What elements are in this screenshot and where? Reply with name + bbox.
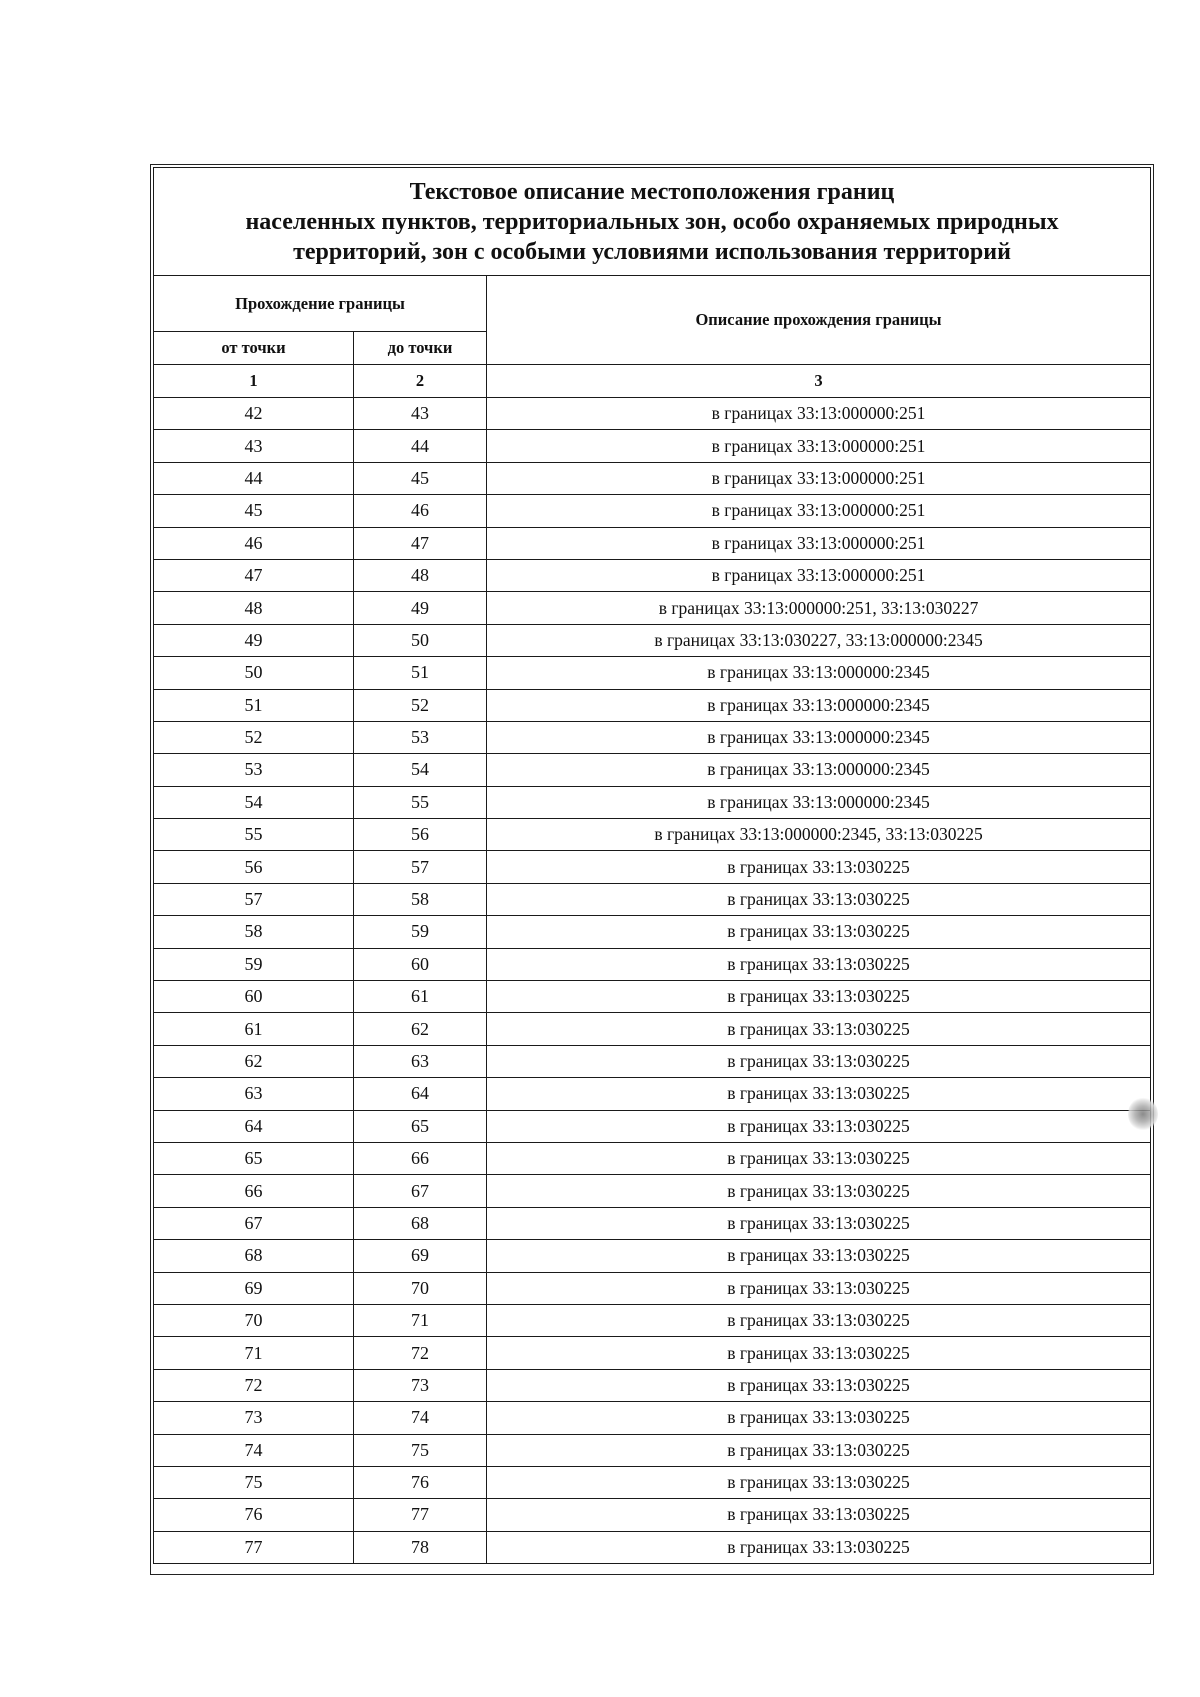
from-point-cell: 45	[154, 495, 354, 527]
from-point-cell: 72	[154, 1369, 354, 1401]
column-number-3: 3	[487, 365, 1151, 398]
from-point-cell: 56	[154, 851, 354, 883]
document-title	[154, 168, 1151, 276]
description-cell: в границах 33:13:030225	[487, 1369, 1151, 1401]
description-cell: в границах 33:13:000000:2345	[487, 754, 1151, 786]
from-point-cell: 54	[154, 786, 354, 818]
table-row	[154, 1304, 1151, 1336]
from-point-cell: 44	[154, 462, 354, 494]
description-cell: в границах 33:13:030225	[487, 1175, 1151, 1207]
description-cell: в границах 33:13:000000:251	[487, 495, 1151, 527]
description-cell: в границах 33:13:000000:251	[487, 398, 1151, 430]
to-point-cell: 52	[354, 689, 487, 721]
description-cell: в границах 33:13:030225	[487, 1337, 1151, 1369]
from-point-cell: 51	[154, 689, 354, 721]
table-row	[154, 819, 1151, 851]
header-row-main	[154, 276, 1151, 332]
table-row	[154, 1337, 1151, 1369]
to-point-cell: 54	[354, 754, 487, 786]
table-row	[154, 398, 1151, 430]
title-row	[154, 168, 1151, 276]
table-bottom-margin-cell	[154, 1564, 1151, 1572]
table-row	[154, 883, 1151, 915]
to-point-cell: 70	[354, 1272, 487, 1304]
from-point-cell: 73	[154, 1402, 354, 1434]
table-row	[154, 1207, 1151, 1239]
table-row	[154, 754, 1151, 786]
table-row	[154, 1272, 1151, 1304]
title-line-1: Текстовое описание местоположения границ	[409, 178, 895, 205]
table-row	[154, 689, 1151, 721]
to-point-cell: 57	[354, 851, 487, 883]
description-cell: в границах 33:13:030225	[487, 1142, 1151, 1174]
description-cell: в границах 33:13:030225	[487, 1531, 1151, 1563]
description-cell: в границах 33:13:030225	[487, 1207, 1151, 1239]
table-row	[154, 851, 1151, 883]
from-point-cell: 42	[154, 398, 354, 430]
to-point-cell: 76	[354, 1466, 487, 1498]
from-point-cell: 46	[154, 527, 354, 559]
table-row	[154, 527, 1151, 559]
description-cell: в границах 33:13:000000:251, 33:13:030227	[487, 592, 1151, 624]
to-point-cell: 55	[354, 786, 487, 818]
from-point-cell: 76	[154, 1499, 354, 1531]
description-cell: в границах 33:13:030225	[487, 1013, 1151, 1045]
description-cell: в границах 33:13:030225	[487, 1466, 1151, 1498]
to-point-cell: 48	[354, 559, 487, 591]
boundary-description-table	[153, 167, 1151, 1572]
to-point-header: до точки	[354, 332, 487, 365]
from-point-cell: 60	[154, 981, 354, 1013]
table-row	[154, 1110, 1151, 1142]
description-cell: в границах 33:13:030225	[487, 883, 1151, 915]
description-cell: в границах 33:13:030225	[487, 948, 1151, 980]
table-row	[154, 1369, 1151, 1401]
description-cell: в границах 33:13:030225	[487, 1402, 1151, 1434]
description-cell: в границах 33:13:030227, 33:13:000000:2345	[487, 624, 1151, 656]
to-point-cell: 67	[354, 1175, 487, 1207]
to-point-cell: 47	[354, 527, 487, 559]
from-point-cell: 48	[154, 592, 354, 624]
table-row	[154, 495, 1151, 527]
table-row	[154, 1175, 1151, 1207]
description-cell: в границах 33:13:030225	[487, 1240, 1151, 1272]
to-point-cell: 58	[354, 883, 487, 915]
description-header: Описание прохождения границы	[487, 276, 1151, 365]
table-row	[154, 559, 1151, 591]
to-point-cell: 63	[354, 1045, 487, 1077]
description-cell: в границах 33:13:030225	[487, 1045, 1151, 1077]
from-point-cell: 52	[154, 721, 354, 753]
from-point-cell: 68	[154, 1240, 354, 1272]
to-point-cell: 66	[354, 1142, 487, 1174]
description-cell: в границах 33:13:000000:251	[487, 430, 1151, 462]
table-row	[154, 1531, 1151, 1563]
description-cell: в границах 33:13:030225	[487, 1078, 1151, 1110]
from-point-cell: 67	[154, 1207, 354, 1239]
description-cell: в границах 33:13:030225	[487, 1110, 1151, 1142]
to-point-cell: 60	[354, 948, 487, 980]
to-point-cell: 78	[354, 1531, 487, 1563]
to-point-cell: 68	[354, 1207, 487, 1239]
to-point-cell: 75	[354, 1434, 487, 1466]
table-row	[154, 1434, 1151, 1466]
from-point-cell: 74	[154, 1434, 354, 1466]
description-cell: в границах 33:13:030225	[487, 981, 1151, 1013]
to-point-cell: 69	[354, 1240, 487, 1272]
from-point-cell: 58	[154, 916, 354, 948]
table-row	[154, 721, 1151, 753]
column-numbers-row	[154, 365, 1151, 398]
description-cell: в границах 33:13:000000:2345	[487, 689, 1151, 721]
table-row	[154, 592, 1151, 624]
table-row	[154, 786, 1151, 818]
description-cell: в границах 33:13:000000:2345	[487, 657, 1151, 689]
from-point-cell: 43	[154, 430, 354, 462]
description-cell: в границах 33:13:000000:251	[487, 462, 1151, 494]
to-point-cell: 72	[354, 1337, 487, 1369]
scan-speck	[1128, 1097, 1158, 1131]
to-point-cell: 62	[354, 1013, 487, 1045]
from-point-cell: 75	[154, 1466, 354, 1498]
description-cell: в границах 33:13:000000:2345	[487, 721, 1151, 753]
to-point-cell: 45	[354, 462, 487, 494]
to-point-cell: 74	[354, 1402, 487, 1434]
from-point-cell: 71	[154, 1337, 354, 1369]
from-point-cell: 62	[154, 1045, 354, 1077]
column-number-1: 1	[154, 365, 354, 398]
table-bottom-margin	[154, 1564, 1151, 1572]
description-cell: в границах 33:13:000000:2345, 33:13:030225	[487, 819, 1151, 851]
to-point-cell: 56	[354, 819, 487, 851]
from-point-cell: 59	[154, 948, 354, 980]
table-row	[154, 1045, 1151, 1077]
to-point-cell: 50	[354, 624, 487, 656]
to-point-cell: 43	[354, 398, 487, 430]
from-point-cell: 55	[154, 819, 354, 851]
description-cell: в границах 33:13:000000:251	[487, 527, 1151, 559]
from-point-cell: 63	[154, 1078, 354, 1110]
to-point-cell: 51	[354, 657, 487, 689]
column-number-2: 2	[354, 365, 487, 398]
table-row	[154, 916, 1151, 948]
table-row	[154, 624, 1151, 656]
to-point-cell: 44	[354, 430, 487, 462]
description-cell: в границах 33:13:030225	[487, 916, 1151, 948]
from-point-cell: 77	[154, 1531, 354, 1563]
description-cell: в границах 33:13:030225	[487, 1304, 1151, 1336]
to-point-cell: 49	[354, 592, 487, 624]
table-row	[154, 1466, 1151, 1498]
table-row	[154, 1142, 1151, 1174]
description-cell: в границах 33:13:000000:2345	[487, 786, 1151, 818]
to-point-cell: 71	[354, 1304, 487, 1336]
table-row	[154, 1499, 1151, 1531]
table-row	[154, 1402, 1151, 1434]
from-point-cell: 47	[154, 559, 354, 591]
description-cell: в границах 33:13:030225	[487, 1434, 1151, 1466]
title-line-2: населенных пунктов, территориальных зон, особо охраняемых природных	[245, 208, 1059, 235]
table-row	[154, 462, 1151, 494]
to-point-cell: 53	[354, 721, 487, 753]
from-point-cell: 50	[154, 657, 354, 689]
title-line-3: территорий, зон с особыми условиями использования территорий	[293, 238, 1011, 265]
table-row	[154, 430, 1151, 462]
to-point-cell: 59	[354, 916, 487, 948]
table-row	[154, 657, 1151, 689]
table-row	[154, 981, 1151, 1013]
description-cell: в границах 33:13:000000:251	[487, 559, 1151, 591]
to-point-cell: 46	[354, 495, 487, 527]
table-row	[154, 1240, 1151, 1272]
from-point-cell: 66	[154, 1175, 354, 1207]
to-point-cell: 65	[354, 1110, 487, 1142]
table-row	[154, 948, 1151, 980]
from-point-cell: 65	[154, 1142, 354, 1174]
to-point-cell: 73	[354, 1369, 487, 1401]
description-cell: в границах 33:13:030225	[487, 851, 1151, 883]
table-row	[154, 1078, 1151, 1110]
from-point-cell: 57	[154, 883, 354, 915]
to-point-cell: 77	[354, 1499, 487, 1531]
from-point-header: от точки	[154, 332, 354, 365]
from-point-cell: 70	[154, 1304, 354, 1336]
description-cell: в границах 33:13:030225	[487, 1499, 1151, 1531]
to-point-cell: 61	[354, 981, 487, 1013]
from-point-cell: 69	[154, 1272, 354, 1304]
passage-header: Прохождение границы	[154, 276, 487, 332]
description-cell: в границах 33:13:030225	[487, 1272, 1151, 1304]
from-point-cell: 64	[154, 1110, 354, 1142]
from-point-cell: 49	[154, 624, 354, 656]
table-row	[154, 1013, 1151, 1045]
from-point-cell: 61	[154, 1013, 354, 1045]
to-point-cell: 64	[354, 1078, 487, 1110]
from-point-cell: 53	[154, 754, 354, 786]
